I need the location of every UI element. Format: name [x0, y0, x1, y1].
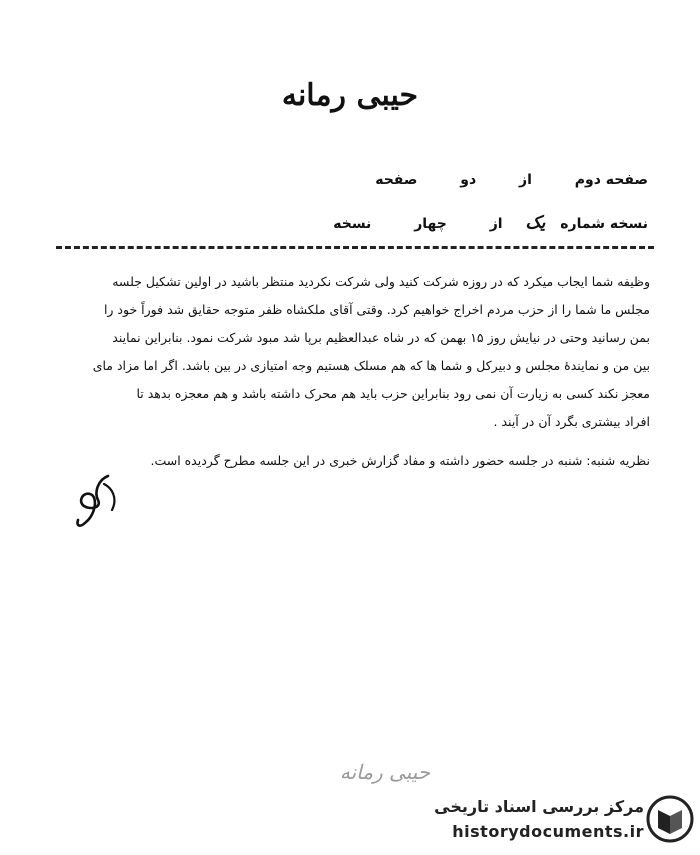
- body-line: وظیفه شما ایجاب میکرد که در روزه شرکت کنید ولی شرکت نکردید منتظر باشید در اولین تشکیل جلسه: [112, 274, 650, 289]
- copy-row-from: از: [489, 216, 503, 232]
- body-line: افراد بیشتری بگرد آن در آیند .: [493, 414, 650, 429]
- watermark-url: historydocuments.ir: [452, 822, 644, 841]
- copy-row-label: نسخه شماره: [560, 216, 648, 232]
- copy-row-total: چهار: [414, 216, 447, 232]
- body-line: بمن رسانید وحتی در نیایش روز ۱۵ بهمن که در شاه عبدالعظیم برپا شد مبود شرکت نمود. بنابراین نمایند: [112, 330, 650, 345]
- watermark-org: مرکز بررسی اسناد تاریخی: [434, 797, 644, 816]
- page-number-row: [337, 172, 648, 196]
- copy-row-unit: نسخه: [333, 216, 372, 232]
- body-line: مجلس ما شما را از حزب مردم اخراج خواهیم کرد. وقتی آقای ملکشاه ظفر متوجه حقایق شد فوراً خود را: [103, 302, 650, 317]
- page-row-unit: صفحه: [375, 172, 418, 188]
- page-row-from: از: [519, 172, 532, 188]
- body-line: بین من و نمایندهٔ مجلس و دبیرکل و شما ها که هم مسلک هستیم وجه امتیازی در بین باشد. اگر اما مزاد مای: [92, 358, 650, 373]
- signature: [68, 470, 128, 532]
- body-line: معجز نکند کسی به زیارت آن نمی رود بنابراین حزب باید هم محرک داشته باشد و هم معجزه بدهد تا: [136, 386, 650, 401]
- conclusion-note: نظریه شنبه: شنبه در جلسه حضور داشته و مفاد گزارش خبری در این جلسه مطرح گردیده است.: [150, 453, 650, 468]
- body-paragraph: [48, 268, 650, 436]
- page-row-label: صفحه دوم: [574, 172, 648, 188]
- document-title: حیبی رمانه: [281, 78, 419, 113]
- open-book-icon: [646, 792, 694, 846]
- copy-number-row: [295, 213, 648, 237]
- bottom-handwriting: حیبی رمانه: [339, 760, 431, 784]
- copy-row-number: یک: [525, 213, 546, 233]
- separator-rule: [56, 246, 654, 249]
- page-row-count: دو: [460, 172, 477, 188]
